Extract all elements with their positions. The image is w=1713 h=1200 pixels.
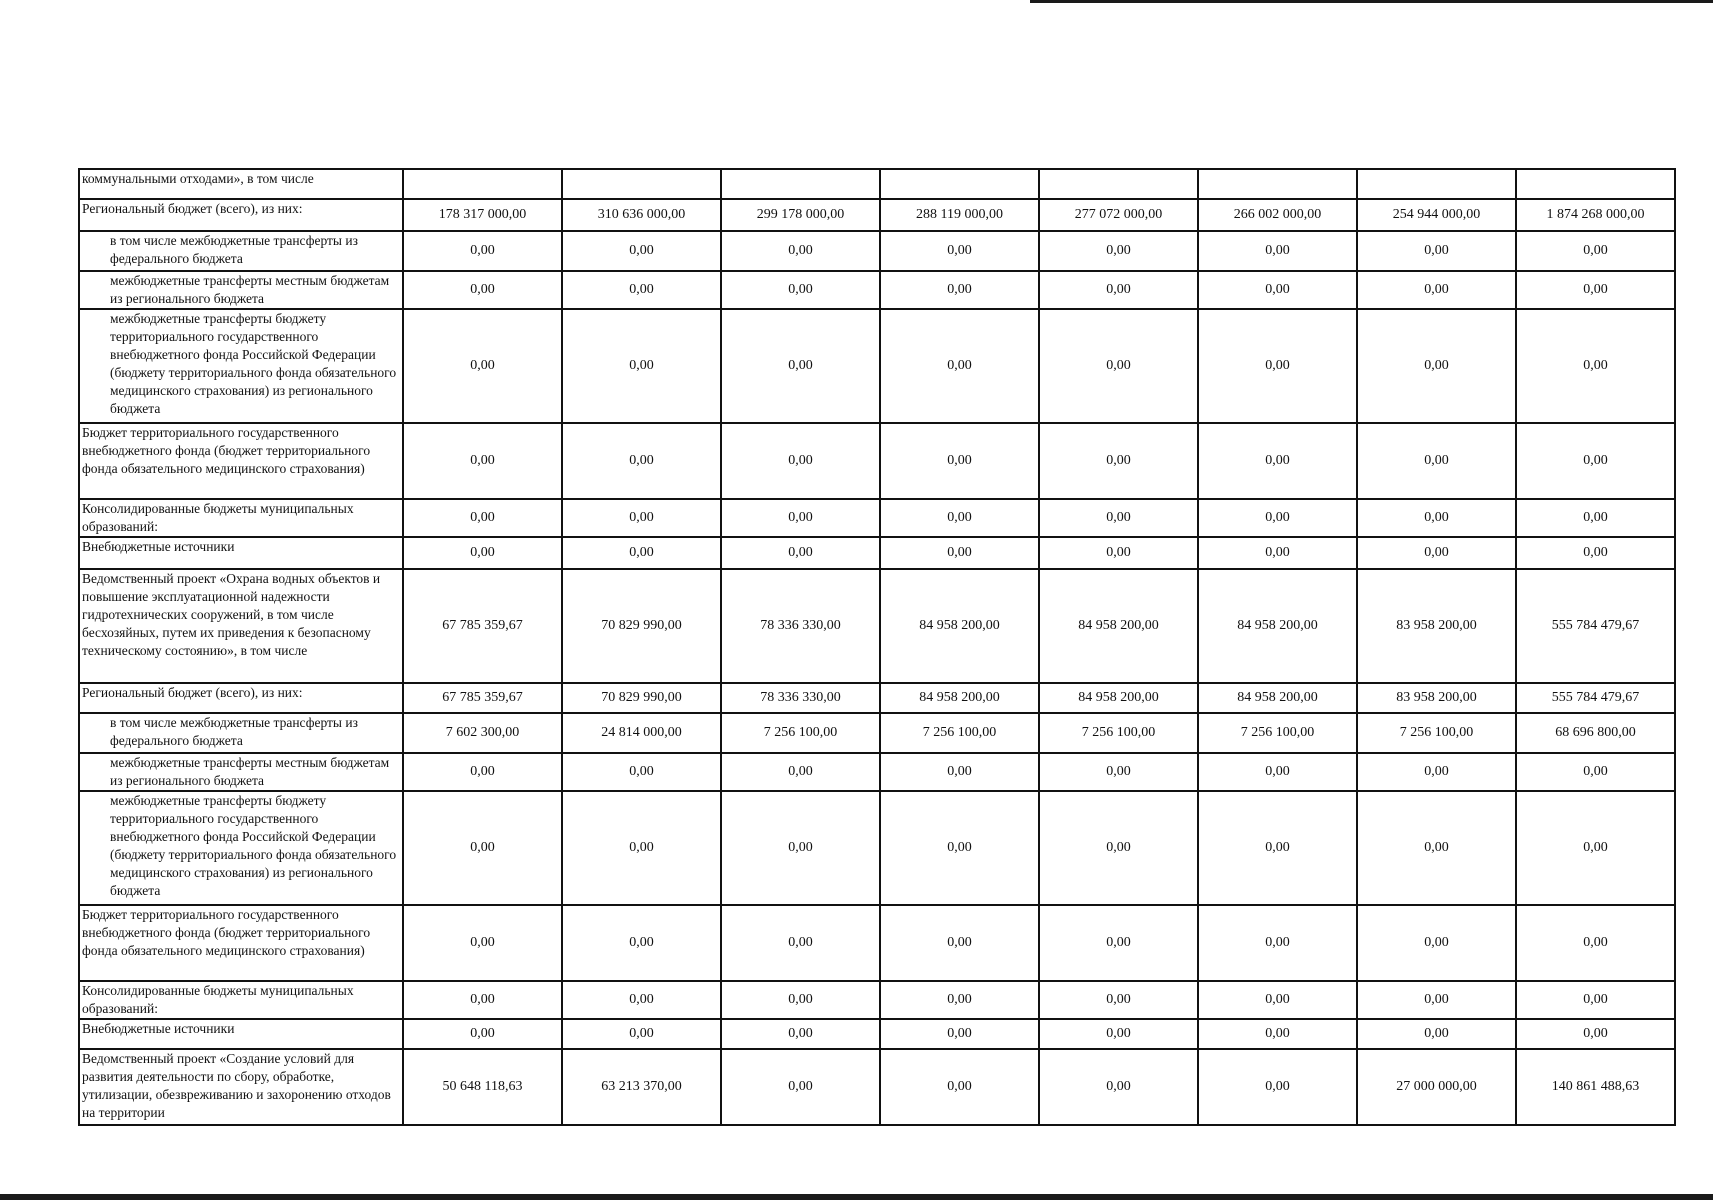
value-cell: 0,00	[1039, 309, 1198, 423]
row-label: коммунальными отходами», в том числе	[79, 169, 403, 199]
value-cell	[721, 169, 880, 199]
value-cell: 0,00	[721, 231, 880, 271]
value-cell: 254 944 000,00	[1357, 199, 1516, 231]
value-cell: 63 213 370,00	[562, 1049, 721, 1125]
value-cell: 7 256 100,00	[880, 713, 1039, 753]
value-cell: 84 958 200,00	[880, 683, 1039, 713]
value-cell: 78 336 330,00	[721, 569, 880, 683]
value-cell: 0,00	[1357, 499, 1516, 537]
value-cell: 0,00	[1198, 537, 1357, 569]
value-cell: 70 829 990,00	[562, 683, 721, 713]
value-cell: 0,00	[562, 309, 721, 423]
table-row	[79, 683, 1675, 713]
value-cell	[1357, 169, 1516, 199]
value-cell: 0,00	[880, 231, 1039, 271]
value-cell: 0,00	[721, 1019, 880, 1049]
row-label: Внебюджетные источники	[79, 537, 403, 569]
value-cell: 0,00	[1039, 1019, 1198, 1049]
row-label: в том числе межбюджетные трансферты из федерального бюджета	[79, 713, 403, 753]
value-cell: 0,00	[403, 271, 562, 309]
table-row	[79, 309, 1675, 423]
value-cell: 0,00	[403, 753, 562, 791]
value-cell: 0,00	[1516, 499, 1675, 537]
value-cell: 0,00	[1516, 537, 1675, 569]
value-cell: 0,00	[1516, 423, 1675, 499]
table-row	[79, 1049, 1675, 1125]
row-label: Региональный бюджет (всего), из них:	[79, 683, 403, 713]
value-cell: 0,00	[1357, 423, 1516, 499]
value-cell: 0,00	[721, 309, 880, 423]
value-cell: 299 178 000,00	[721, 199, 880, 231]
value-cell: 78 336 330,00	[721, 683, 880, 713]
value-cell: 1 874 268 000,00	[1516, 199, 1675, 231]
value-cell: 140 861 488,63	[1516, 1049, 1675, 1125]
value-cell: 555 784 479,67	[1516, 569, 1675, 683]
value-cell: 555 784 479,67	[1516, 683, 1675, 713]
value-cell: 0,00	[721, 981, 880, 1019]
value-cell: 0,00	[562, 537, 721, 569]
row-label: Бюджет территориального государственного внебюджетного фонда (бюджет территориального фонда обязательного медицинского страхования)	[79, 905, 403, 981]
table-row	[79, 981, 1675, 1019]
value-cell	[880, 169, 1039, 199]
value-cell	[403, 169, 562, 199]
value-cell: 0,00	[562, 905, 721, 981]
value-cell: 0,00	[721, 791, 880, 905]
row-label: Консолидированные бюджеты муниципальных образований:	[79, 499, 403, 537]
value-cell: 0,00	[403, 231, 562, 271]
value-cell: 310 636 000,00	[562, 199, 721, 231]
value-cell: 50 648 118,63	[403, 1049, 562, 1125]
value-cell: 7 256 100,00	[1357, 713, 1516, 753]
value-cell: 0,00	[1198, 981, 1357, 1019]
value-cell: 0,00	[562, 499, 721, 537]
row-label: межбюджетные трансферты местным бюджетам из регионального бюджета	[79, 271, 403, 309]
value-cell: 83 958 200,00	[1357, 683, 1516, 713]
table-row	[79, 231, 1675, 271]
value-cell: 0,00	[1039, 537, 1198, 569]
value-cell: 27 000 000,00	[1357, 1049, 1516, 1125]
value-cell: 0,00	[403, 905, 562, 981]
table-row	[79, 1019, 1675, 1049]
value-cell: 0,00	[1357, 753, 1516, 791]
value-cell: 0,00	[403, 423, 562, 499]
value-cell: 0,00	[562, 1019, 721, 1049]
value-cell: 0,00	[1198, 499, 1357, 537]
row-label: Ведомственный проект «Создание условий для развития деятельности по сбору, обработке, утилизации, обезвреживанию и захоронению отходов на территории	[79, 1049, 403, 1125]
value-cell: 0,00	[1357, 1019, 1516, 1049]
value-cell: 0,00	[880, 309, 1039, 423]
value-cell: 67 785 359,67	[403, 683, 562, 713]
value-cell: 0,00	[880, 791, 1039, 905]
row-label: Внебюджетные источники	[79, 1019, 403, 1049]
table-row	[79, 423, 1675, 499]
value-cell: 7 256 100,00	[721, 713, 880, 753]
value-cell: 0,00	[403, 1019, 562, 1049]
value-cell: 0,00	[880, 271, 1039, 309]
value-cell: 0,00	[880, 1019, 1039, 1049]
value-cell: 0,00	[1039, 753, 1198, 791]
value-cell: 0,00	[403, 791, 562, 905]
budget-table	[78, 168, 1676, 1126]
value-cell: 0,00	[1198, 423, 1357, 499]
value-cell: 7 256 100,00	[1039, 713, 1198, 753]
value-cell: 84 958 200,00	[1198, 569, 1357, 683]
value-cell: 0,00	[1198, 231, 1357, 271]
value-cell: 0,00	[562, 423, 721, 499]
value-cell: 0,00	[721, 753, 880, 791]
table-row	[79, 199, 1675, 231]
value-cell	[562, 169, 721, 199]
value-cell: 0,00	[1198, 1049, 1357, 1125]
value-cell: 0,00	[1516, 753, 1675, 791]
value-cell: 0,00	[1516, 981, 1675, 1019]
value-cell: 266 002 000,00	[1198, 199, 1357, 231]
table-row	[79, 753, 1675, 791]
value-cell: 0,00	[880, 537, 1039, 569]
value-cell: 70 829 990,00	[562, 569, 721, 683]
table-row	[79, 905, 1675, 981]
value-cell: 0,00	[1516, 231, 1675, 271]
value-cell: 0,00	[1357, 905, 1516, 981]
value-cell: 0,00	[721, 499, 880, 537]
value-cell: 0,00	[1516, 791, 1675, 905]
table-row	[79, 271, 1675, 309]
value-cell: 0,00	[880, 981, 1039, 1019]
value-cell	[1039, 169, 1198, 199]
value-cell: 0,00	[721, 423, 880, 499]
value-cell: 0,00	[1357, 791, 1516, 905]
row-label: Бюджет территориального государственного внебюджетного фонда (бюджет территориального фонда обязательного медицинского страхования)	[79, 423, 403, 499]
value-cell: 0,00	[1357, 271, 1516, 309]
value-cell: 0,00	[1516, 905, 1675, 981]
row-label: Ведомственный проект «Охрана водных объектов и повышение эксплуатационной надежности гидротехнических сооружений, в том числе бесхозяйных, путем их приведения к безопасному техническому состоянию», в том числе	[79, 569, 403, 683]
value-cell: 0,00	[1198, 271, 1357, 309]
value-cell: 0,00	[1198, 905, 1357, 981]
table-row	[79, 169, 1675, 199]
value-cell: 0,00	[1516, 309, 1675, 423]
value-cell: 0,00	[721, 1049, 880, 1125]
row-label: межбюджетные трансферты местным бюджетам из регионального бюджета	[79, 753, 403, 791]
value-cell: 0,00	[1039, 423, 1198, 499]
table-row	[79, 791, 1675, 905]
value-cell: 0,00	[562, 791, 721, 905]
value-cell: 84 958 200,00	[1039, 683, 1198, 713]
value-cell: 0,00	[403, 537, 562, 569]
row-label: в том числе межбюджетные трансферты из федерального бюджета	[79, 231, 403, 271]
value-cell: 0,00	[880, 499, 1039, 537]
row-label: Региональный бюджет (всего), из них:	[79, 199, 403, 231]
table-row	[79, 569, 1675, 683]
value-cell: 0,00	[1039, 791, 1198, 905]
value-cell: 0,00	[1039, 905, 1198, 981]
value-cell: 0,00	[403, 309, 562, 423]
value-cell: 7 602 300,00	[403, 713, 562, 753]
value-cell: 0,00	[403, 981, 562, 1019]
value-cell: 0,00	[1516, 271, 1675, 309]
value-cell: 0,00	[562, 981, 721, 1019]
row-label: Консолидированные бюджеты муниципальных образований:	[79, 981, 403, 1019]
value-cell: 0,00	[1039, 499, 1198, 537]
value-cell: 84 958 200,00	[1198, 683, 1357, 713]
scan-edge-top	[1030, 0, 1713, 3]
value-cell: 0,00	[562, 753, 721, 791]
value-cell: 0,00	[1357, 981, 1516, 1019]
value-cell: 0,00	[1039, 1049, 1198, 1125]
value-cell: 288 119 000,00	[880, 199, 1039, 231]
value-cell: 0,00	[1198, 309, 1357, 423]
value-cell: 83 958 200,00	[1357, 569, 1516, 683]
value-cell	[1198, 169, 1357, 199]
value-cell: 0,00	[1039, 271, 1198, 309]
value-cell: 84 958 200,00	[880, 569, 1039, 683]
value-cell: 0,00	[1198, 791, 1357, 905]
value-cell: 0,00	[880, 753, 1039, 791]
table-row	[79, 713, 1675, 753]
value-cell: 178 317 000,00	[403, 199, 562, 231]
value-cell: 67 785 359,67	[403, 569, 562, 683]
value-cell: 0,00	[721, 537, 880, 569]
value-cell: 0,00	[1516, 1019, 1675, 1049]
value-cell: 277 072 000,00	[1039, 199, 1198, 231]
row-label: межбюджетные трансферты бюджету территориального государственного внебюджетного фонда Российской Федерации (бюджету территориального фонда обязательного медицинского страхования) из регионального бюджета	[79, 309, 403, 423]
value-cell: 0,00	[721, 905, 880, 981]
value-cell: 0,00	[1357, 537, 1516, 569]
table-row	[79, 499, 1675, 537]
value-cell	[1516, 169, 1675, 199]
value-cell: 24 814 000,00	[562, 713, 721, 753]
value-cell: 0,00	[721, 271, 880, 309]
value-cell: 0,00	[1198, 1019, 1357, 1049]
value-cell: 0,00	[562, 231, 721, 271]
value-cell: 0,00	[1198, 753, 1357, 791]
table-row	[79, 537, 1675, 569]
value-cell: 0,00	[562, 271, 721, 309]
value-cell: 0,00	[880, 1049, 1039, 1125]
scan-edge-bottom	[0, 1194, 1713, 1200]
value-cell: 68 696 800,00	[1516, 713, 1675, 753]
value-cell: 0,00	[880, 423, 1039, 499]
value-cell: 0,00	[1039, 981, 1198, 1019]
value-cell: 0,00	[880, 905, 1039, 981]
row-label: межбюджетные трансферты бюджету территориального государственного внебюджетного фонда Российской Федерации (бюджету территориального фонда обязательного медицинского страхования) из регионального бюджета	[79, 791, 403, 905]
table-body	[79, 169, 1675, 1125]
value-cell: 0,00	[403, 499, 562, 537]
value-cell: 84 958 200,00	[1039, 569, 1198, 683]
value-cell: 0,00	[1357, 231, 1516, 271]
value-cell: 0,00	[1039, 231, 1198, 271]
value-cell: 0,00	[1357, 309, 1516, 423]
value-cell: 7 256 100,00	[1198, 713, 1357, 753]
